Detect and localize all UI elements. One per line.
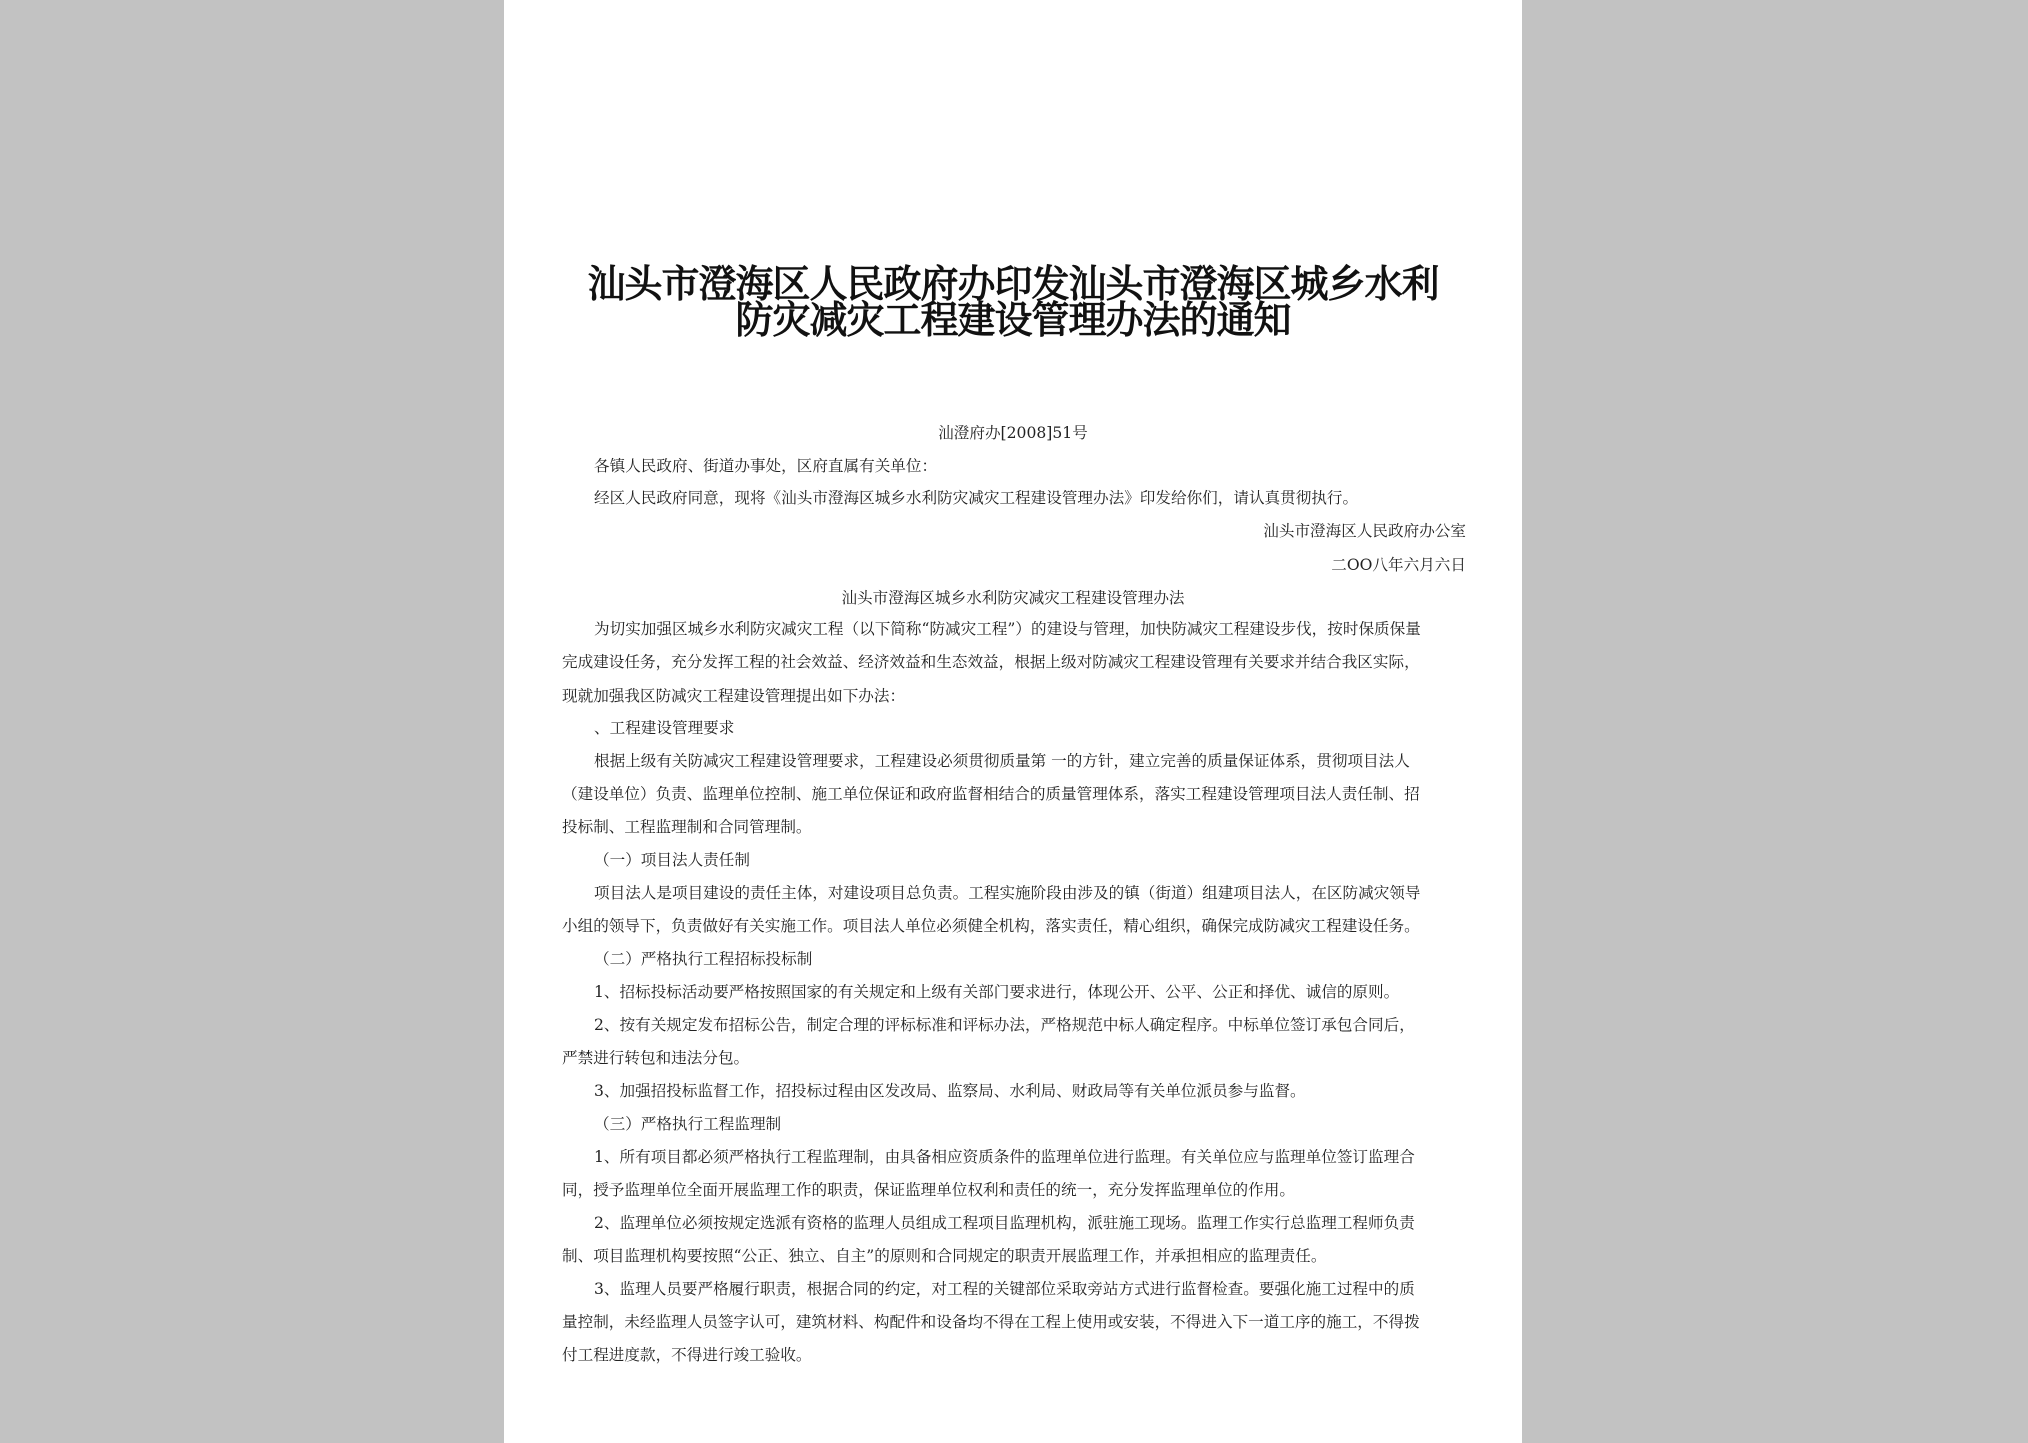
body-line: 1、招标投标活动要严格按照国家的有关规定和上级有关部门要求进行，体现公开、公平、公正和择优、诚信的原则。 <box>594 983 1400 1001</box>
section-heading: （二）严格执行工程招标投标制 <box>594 950 813 968</box>
section-heading: 、工程建设管理要求 <box>594 719 735 737</box>
body-line: 同，授予监理单位全面开展监理工作的职责，保证监理单位权利和责任的统一，充分发挥监理单位的作用。 <box>562 1181 1295 1199</box>
body-line: 3、监理人员要严格履行职责，根据合同的约定，对工程的关键部位采取旁站方式进行监督检查。要强化施工过程中的质 <box>594 1280 1415 1298</box>
issue-date: 二OO八年六月六日 <box>1331 556 1466 574</box>
body-line: （建设单位）负责、监理单位控制、施工单位保证和政府监督相结合的质量管理体系，落实工程建设管理项目法人责任制、招 <box>562 785 1420 803</box>
body-line: 2、按有关规定发布招标公告，制定合理的评标标准和评标办法，严格规范中标人确定程序。中标单位签订承包合同后， <box>594 1016 1415 1034</box>
body-line: 严禁进行转包和违法分包。 <box>562 1049 750 1067</box>
document-title-line-2: 防灾减灾工程建设管理办法的通知 <box>735 298 1291 342</box>
body-line: 投标制、工程监理制和合同管理制。 <box>562 818 812 836</box>
body-line: 项目法人是项目建设的责任主体，对建设项目总负责。工程实施阶段由涉及的镇（街道）组建项目法人，在区防减灾领导 <box>594 884 1421 902</box>
intro-paragraph: 经区人民政府同意，现将《汕头市澄海区城乡水利防灾减灾工程建设管理办法》印发给你们，请认真贯彻执行。 <box>594 489 1359 507</box>
body-line: 完成建设任务，充分发挥工程的社会效益、经济效益和生态效益，根据上级对防减灾工程建设管理有关要求并结合我区实际， <box>562 653 1420 671</box>
body-line: 1、所有项目都必须严格执行工程监理制，由具备相应资质条件的监理单位进行监理。有关单位应与监理单位签订监理合 <box>594 1148 1415 1166</box>
regulation-title: 汕头市澄海区城乡水利防灾减灾工程建设管理办法 <box>841 589 1185 607</box>
body-line: 量控制，未经监理人员签字认可，建筑材料、构配件和设备均不得在工程上使用或安装，不得进入下一道工序的施工，不得拨 <box>562 1313 1420 1331</box>
addressee: 各镇人民政府、街道办事处，区府直属有关单位： <box>594 457 938 475</box>
body-line: 根据上级有关防减灾工程建设管理要求，工程建设必须贯彻质量第 一的方针，建立完善的质量保证体系，贯彻项目法人 <box>594 752 1410 770</box>
document-title-line-1: 汕头市澄海区人民政府办印发汕头市澄海区城乡水利 <box>587 262 1439 306</box>
body-line: 2、监理单位必须按规定选派有资格的监理人员组成工程项目监理机构，派驻施工现场。监理工作实行总监理工程师负责 <box>594 1214 1415 1232</box>
section-heading: （一）项目法人责任制 <box>594 851 750 869</box>
body-line: 为切实加强区城乡水利防灾减灾工程（以下简称“防减灾工程”）的建设与管理，加快防减灾工程建设步伐，按时保质保量 <box>594 620 1421 638</box>
body-line: 制、项目监理机构要按照“公正、独立、自主”的原则和合同规定的职责开展监理工作，并承担相应的监理责任。 <box>562 1247 1327 1265</box>
body-line: 小组的领导下，负责做好有关实施工作。项目法人单位必须健全机构，落实责任，精心组织，确保完成防减灾工程建设任务。 <box>562 917 1420 935</box>
section-heading: （三）严格执行工程监理制 <box>594 1115 782 1133</box>
document-number: 汕澄府办[2008]51号 <box>938 424 1088 442</box>
body-line: 付工程进度款，不得进行竣工验收。 <box>562 1346 812 1364</box>
body-line: 现就加强我区防减灾工程建设管理提出如下办法： <box>562 687 906 705</box>
document-page <box>504 0 1522 1443</box>
body-line: 3、加强招投标监督工作，招投标过程由区发改局、监察局、水利局、财政局等有关单位派员参与监督。 <box>594 1082 1306 1100</box>
issuer-signature: 汕头市澄海区人民政府办公室 <box>1263 522 1466 540</box>
